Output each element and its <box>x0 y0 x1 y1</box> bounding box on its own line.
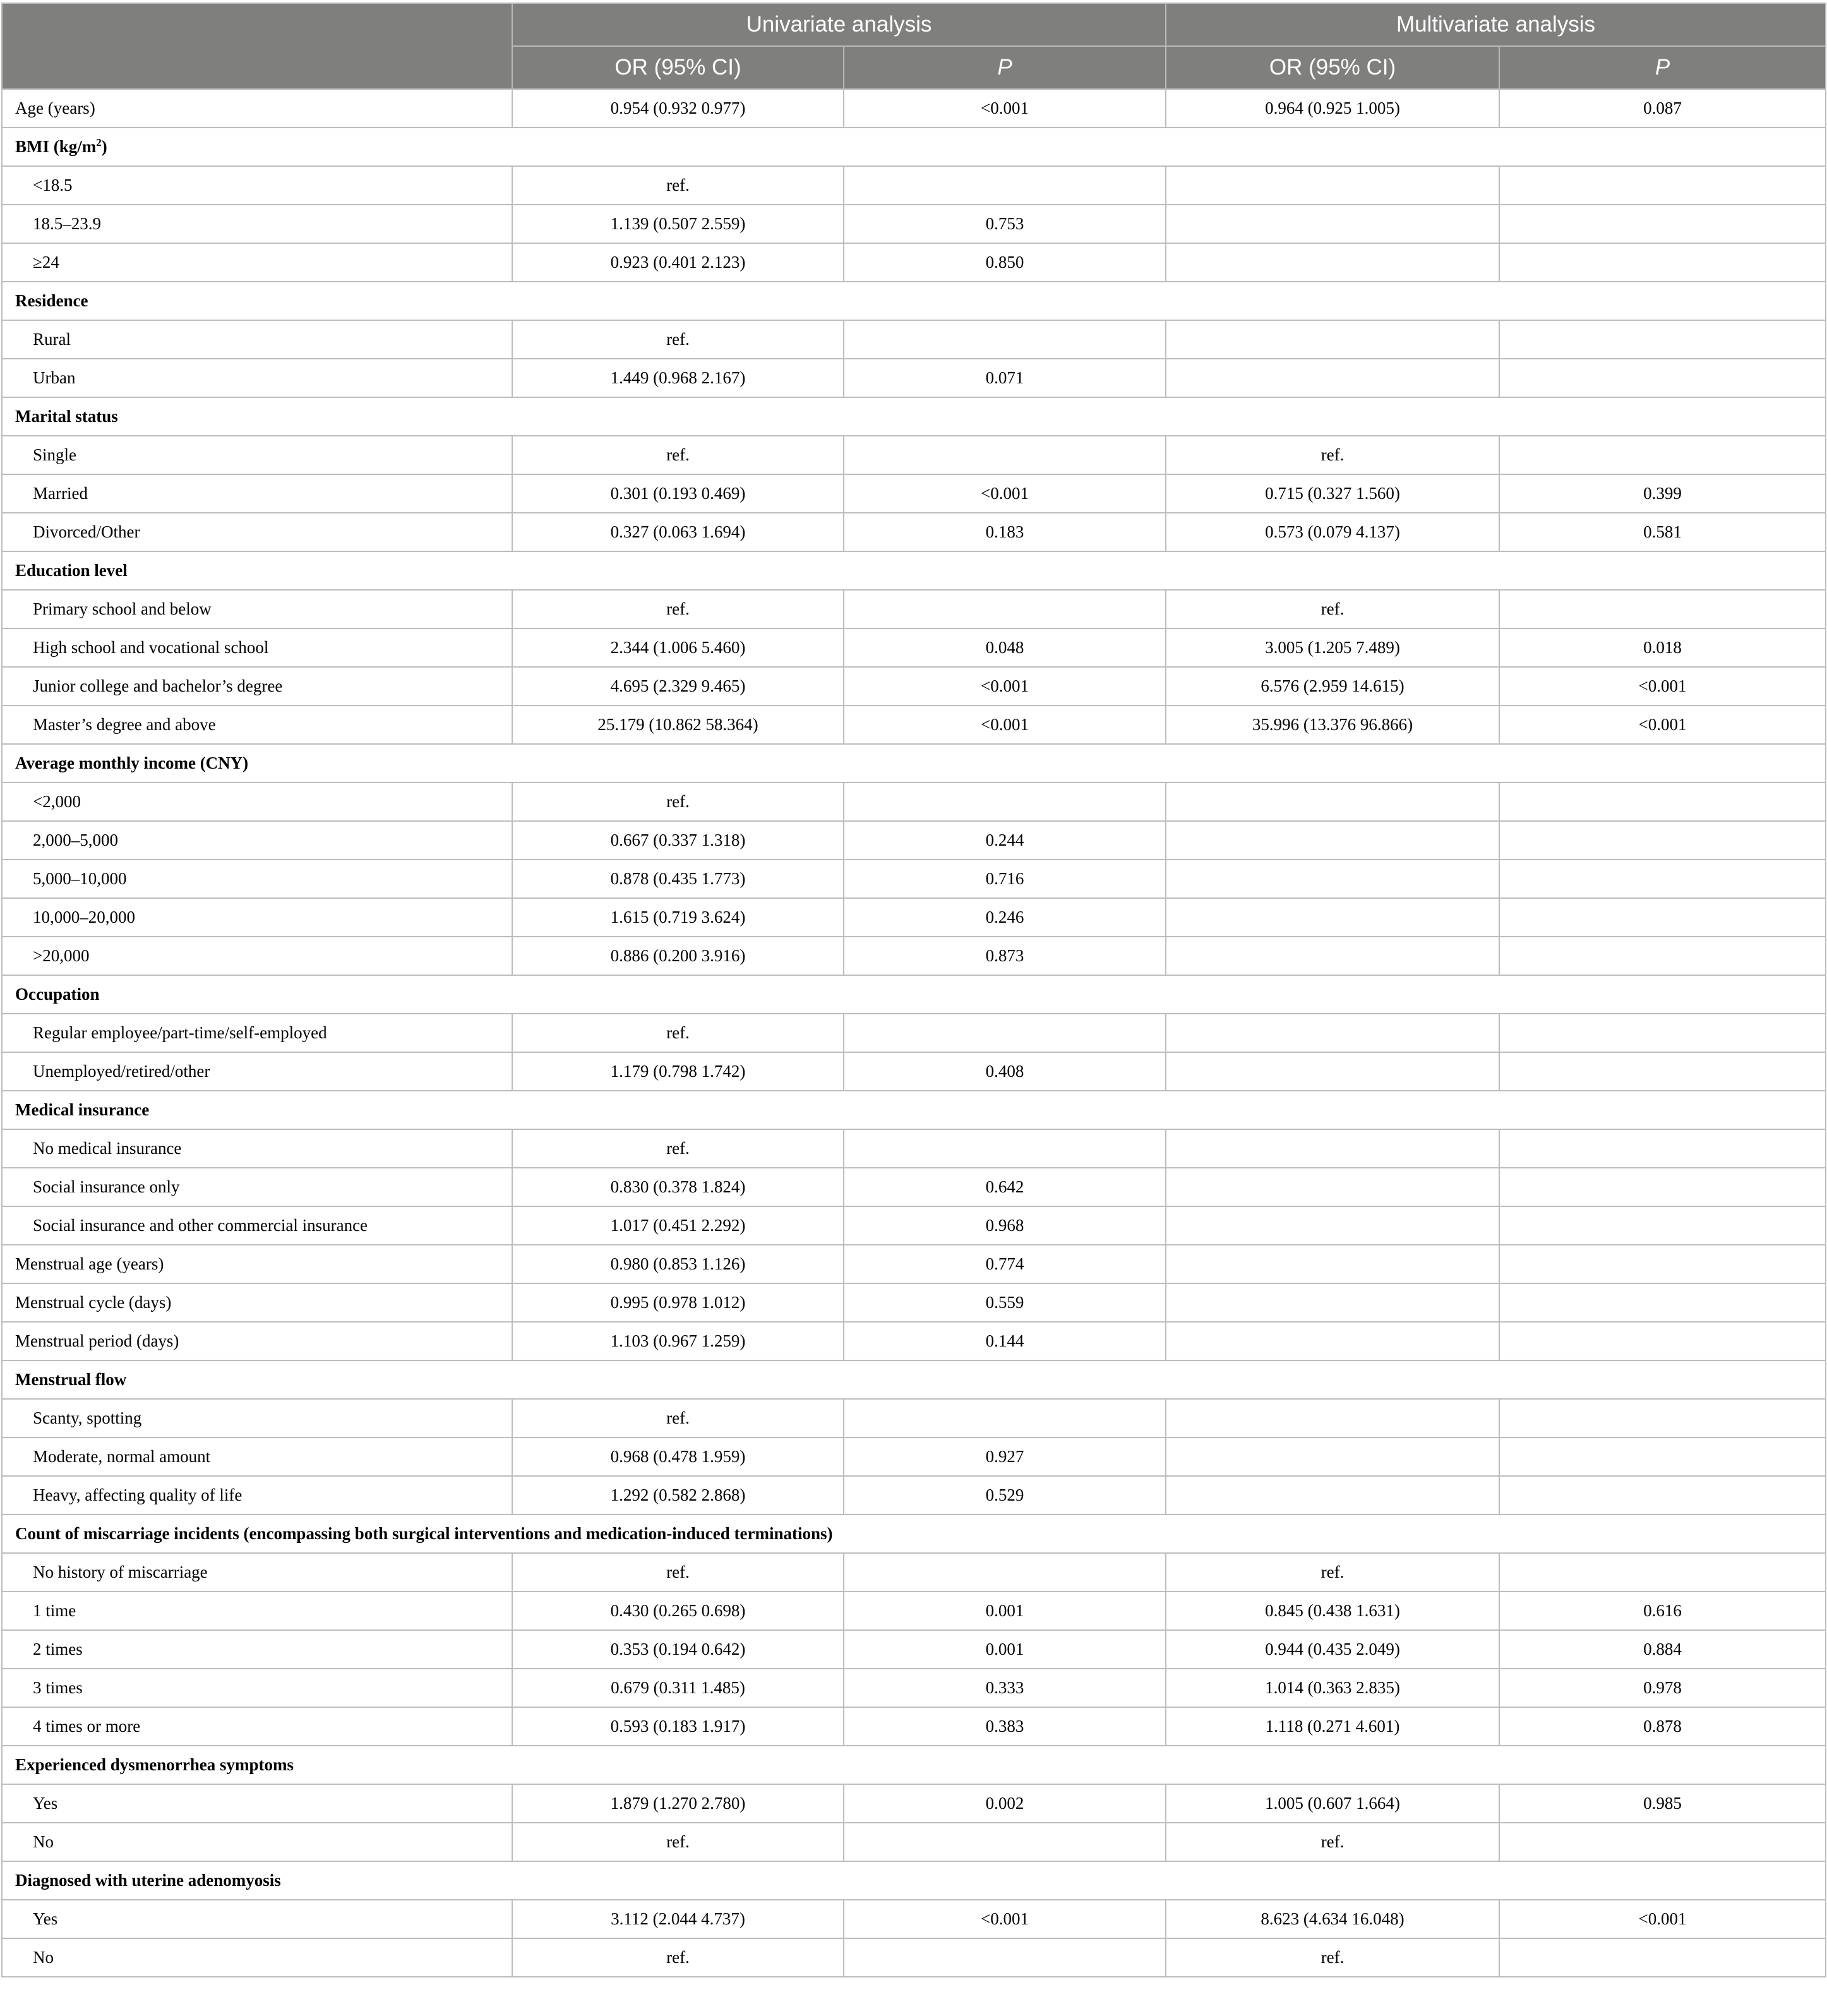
multivariate-p-cell <box>1499 1399 1826 1437</box>
univariate-or-cell: 4.695 (2.329 9.465) <box>512 667 844 705</box>
univariate-p-cell: <0.001 <box>844 1900 1166 1938</box>
multivariate-or-cell <box>1166 205 1499 243</box>
variable-label: <18.5 <box>2 166 512 205</box>
multivariate-p-cell <box>1499 937 1826 975</box>
table-row <box>2 937 1826 975</box>
multivariate-p-cell: 0.985 <box>1499 1784 1826 1823</box>
table-row <box>2 705 1826 744</box>
variable-label: 2,000–5,000 <box>2 821 512 860</box>
group-label <box>2 397 1826 436</box>
table-row <box>2 205 1826 243</box>
univariate-p-cell: 0.716 <box>844 860 1166 898</box>
multivariate-p-cell <box>1499 320 1826 359</box>
univariate-or-cell: 1.017 (0.451 2.292) <box>512 1206 844 1245</box>
univariate-or-cell: 1.103 (0.967 1.259) <box>512 1322 844 1360</box>
table-row <box>2 1707 1826 1746</box>
variable-label: 4 times or more <box>2 1707 512 1746</box>
multivariate-or-cell: 0.715 (0.327 1.560) <box>1166 474 1499 513</box>
header-multivariate: Multivariate analysis <box>1166 3 1826 46</box>
univariate-or-cell: 1.292 (0.582 2.868) <box>512 1476 844 1515</box>
multivariate-p-cell: 0.884 <box>1499 1630 1826 1669</box>
variable-label: ≥24 <box>2 243 512 282</box>
multivariate-or-cell <box>1166 1206 1499 1245</box>
univariate-or-cell: ref. <box>512 1399 844 1437</box>
variable-label: Scanty, spotting <box>2 1399 512 1437</box>
multivariate-p-cell <box>1499 898 1826 937</box>
univariate-p-cell: 0.333 <box>844 1669 1166 1707</box>
univariate-or-cell: 25.179 (10.862 58.364) <box>512 705 844 744</box>
multivariate-p-cell: <0.001 <box>1499 705 1826 744</box>
group-label <box>2 1861 1826 1900</box>
multivariate-or-cell: 1.118 (0.271 4.601) <box>1166 1707 1499 1746</box>
group-label <box>2 1091 1826 1129</box>
table-row <box>2 1283 1826 1322</box>
table-header <box>2 3 1826 89</box>
header-univariate: Univariate analysis <box>512 3 1166 46</box>
univariate-p-cell: 0.850 <box>844 243 1166 282</box>
variable-label: Primary school and below <box>2 590 512 628</box>
table-row <box>2 1630 1826 1669</box>
univariate-p-cell: 0.383 <box>844 1707 1166 1746</box>
group-label <box>2 1515 1826 1553</box>
header-multivariate-or: OR (95% CI) <box>1166 46 1499 89</box>
univariate-p-cell: 0.774 <box>844 1245 1166 1283</box>
variable-label: Divorced/Other <box>2 513 512 551</box>
variable-label: 3 times <box>2 1669 512 1707</box>
multivariate-or-cell <box>1166 783 1499 821</box>
multivariate-p-cell <box>1499 821 1826 860</box>
multivariate-p-cell: 0.581 <box>1499 513 1826 551</box>
multivariate-or-cell <box>1166 1399 1499 1437</box>
univariate-or-cell: ref. <box>512 1938 844 1977</box>
variable-label: No history of miscarriage <box>2 1553 512 1592</box>
multivariate-or-cell: 1.014 (0.363 2.835) <box>1166 1669 1499 1707</box>
multivariate-p-cell <box>1499 1129 1826 1168</box>
univariate-or-cell: ref. <box>512 1014 844 1052</box>
multivariate-or-cell <box>1166 1052 1499 1091</box>
univariate-p-cell <box>844 1399 1166 1437</box>
univariate-or-cell: 0.968 (0.478 1.959) <box>512 1437 844 1476</box>
multivariate-or-cell <box>1166 898 1499 937</box>
variable-label: 5,000–10,000 <box>2 860 512 898</box>
univariate-or-cell: 0.995 (0.978 1.012) <box>512 1283 844 1322</box>
univariate-or-cell: 1.615 (0.719 3.624) <box>512 898 844 937</box>
variable-label: Menstrual age (years) <box>2 1245 512 1283</box>
group-label <box>2 551 1826 590</box>
multivariate-or-cell: ref. <box>1166 1823 1499 1861</box>
multivariate-or-cell <box>1166 821 1499 860</box>
multivariate-or-cell: ref. <box>1166 590 1499 628</box>
univariate-or-cell: 0.430 (0.265 0.698) <box>512 1592 844 1630</box>
univariate-or-cell: 1.449 (0.968 2.167) <box>512 359 844 397</box>
univariate-or-cell: ref. <box>512 166 844 205</box>
univariate-or-cell: ref. <box>512 1129 844 1168</box>
multivariate-or-cell: ref. <box>1166 436 1499 474</box>
table-row <box>2 783 1826 821</box>
univariate-p-cell: 0.002 <box>844 1784 1166 1823</box>
multivariate-p-cell <box>1499 1322 1826 1360</box>
table-row <box>2 1245 1826 1283</box>
multivariate-p-cell <box>1499 1823 1826 1861</box>
variable-label: 2 times <box>2 1630 512 1669</box>
univariate-p-cell: <0.001 <box>844 667 1166 705</box>
univariate-p-cell <box>844 1129 1166 1168</box>
group-label-text: Menstrual flow <box>15 1370 127 1389</box>
multivariate-or-cell <box>1166 1014 1499 1052</box>
multivariate-p-cell <box>1499 590 1826 628</box>
table-row <box>2 89 1826 128</box>
multivariate-p-cell: 0.018 <box>1499 628 1826 667</box>
variable-label: Married <box>2 474 512 513</box>
univariate-p-cell: 0.246 <box>844 898 1166 937</box>
variable-label: 18.5–23.9 <box>2 205 512 243</box>
group-label-text: Marital status <box>15 407 118 426</box>
variable-label: 1 time <box>2 1592 512 1630</box>
variable-label: Single <box>2 436 512 474</box>
multivariate-or-cell: 35.996 (13.376 96.866) <box>1166 705 1499 744</box>
table-row <box>2 1014 1826 1052</box>
variable-label: Urban <box>2 359 512 397</box>
multivariate-p-cell <box>1499 1014 1826 1052</box>
univariate-or-cell: 0.980 (0.853 1.126) <box>512 1245 844 1283</box>
table-row <box>2 320 1826 359</box>
table-row <box>2 1784 1826 1823</box>
multivariate-or-cell <box>1166 860 1499 898</box>
group-label-text: Experienced dysmenorrhea symptoms <box>15 1755 294 1774</box>
multivariate-or-cell <box>1166 1129 1499 1168</box>
univariate-p-cell: <0.001 <box>844 89 1166 128</box>
table-group-row <box>2 1746 1826 1784</box>
variable-label: No <box>2 1823 512 1861</box>
univariate-or-cell: 0.301 (0.193 0.469) <box>512 474 844 513</box>
variable-label: High school and vocational school <box>2 628 512 667</box>
group-label <box>2 1360 1826 1399</box>
univariate-or-cell: 3.112 (2.044 4.737) <box>512 1900 844 1938</box>
multivariate-or-cell: 1.005 (0.607 1.664) <box>1166 1784 1499 1823</box>
univariate-p-cell: 0.001 <box>844 1630 1166 1669</box>
group-label-text: BMI (kg/m <box>15 137 97 156</box>
univariate-or-cell: 0.353 (0.194 0.642) <box>512 1630 844 1669</box>
table-row <box>2 1129 1826 1168</box>
variable-label: Master’s degree and above <box>2 705 512 744</box>
multivariate-or-cell: 6.576 (2.959 14.615) <box>1166 667 1499 705</box>
multivariate-p-cell <box>1499 1553 1826 1592</box>
table-group-row <box>2 744 1826 783</box>
group-label-text: Average monthly income (CNY) <box>15 753 249 772</box>
univariate-or-cell: 1.879 (1.270 2.780) <box>512 1784 844 1823</box>
table-row <box>2 1206 1826 1245</box>
table-group-row <box>2 1861 1826 1900</box>
univariate-or-cell: 0.954 (0.932 0.977) <box>512 89 844 128</box>
variable-label: No medical insurance <box>2 1129 512 1168</box>
variable-label: Rural <box>2 320 512 359</box>
header-univariate-or: OR (95% CI) <box>512 46 844 89</box>
univariate-p-cell <box>844 783 1166 821</box>
univariate-or-cell: 0.593 (0.183 1.917) <box>512 1707 844 1746</box>
variable-label: No <box>2 1938 512 1977</box>
variable-label: Heavy, affecting quality of life <box>2 1476 512 1515</box>
variable-label: >20,000 <box>2 937 512 975</box>
group-label-text: Residence <box>15 291 88 310</box>
univariate-p-cell: 0.529 <box>844 1476 1166 1515</box>
header-multivariate-p: P <box>1499 46 1826 89</box>
variable-label: Menstrual period (days) <box>2 1322 512 1360</box>
variable-label: Yes <box>2 1784 512 1823</box>
univariate-p-cell <box>844 1014 1166 1052</box>
table-group-row <box>2 282 1826 320</box>
multivariate-p-cell <box>1499 1283 1826 1322</box>
univariate-or-cell: 0.667 (0.337 1.318) <box>512 821 844 860</box>
group-label <box>2 128 1826 166</box>
univariate-or-cell: 0.886 (0.200 3.916) <box>512 937 844 975</box>
group-label-superscript: 2 <box>96 136 102 148</box>
univariate-p-cell: 0.927 <box>844 1437 1166 1476</box>
univariate-p-cell <box>844 436 1166 474</box>
multivariate-p-cell: 0.399 <box>1499 474 1826 513</box>
table-group-row <box>2 1360 1826 1399</box>
multivariate-p-cell: 0.087 <box>1499 89 1826 128</box>
table-group-row <box>2 397 1826 436</box>
univariate-p-cell <box>844 590 1166 628</box>
univariate-p-cell <box>844 1938 1166 1977</box>
variable-label: Age (years) <box>2 89 512 128</box>
table-row <box>2 359 1826 397</box>
multivariate-or-cell <box>1166 1437 1499 1476</box>
variable-label: Menstrual cycle (days) <box>2 1283 512 1322</box>
univariate-or-cell: 2.344 (1.006 5.460) <box>512 628 844 667</box>
multivariate-or-cell <box>1166 1322 1499 1360</box>
multivariate-or-cell: 0.964 (0.925 1.005) <box>1166 89 1499 128</box>
table-row <box>2 243 1826 282</box>
table-group-row <box>2 128 1826 166</box>
univariate-p-cell <box>844 166 1166 205</box>
table-row <box>2 590 1826 628</box>
multivariate-p-cell <box>1499 1938 1826 1977</box>
multivariate-p-cell: 0.616 <box>1499 1592 1826 1630</box>
table-body <box>2 89 1826 1977</box>
variable-label: Unemployed/retired/other <box>2 1052 512 1091</box>
multivariate-p-cell <box>1499 436 1826 474</box>
group-label-text: Education level <box>15 561 128 580</box>
multivariate-p-cell <box>1499 1437 1826 1476</box>
multivariate-p-cell <box>1499 205 1826 243</box>
table-row <box>2 1476 1826 1515</box>
multivariate-p-cell <box>1499 1245 1826 1283</box>
univariate-p-cell: 0.048 <box>844 628 1166 667</box>
table-row <box>2 860 1826 898</box>
group-label <box>2 282 1826 320</box>
table-row <box>2 667 1826 705</box>
univariate-p-cell: 0.642 <box>844 1168 1166 1206</box>
multivariate-or-cell <box>1166 166 1499 205</box>
regression-table <box>1 3 1826 1977</box>
multivariate-or-cell: 8.623 (4.634 16.048) <box>1166 1900 1499 1938</box>
univariate-p-cell <box>844 1553 1166 1592</box>
table-row <box>2 1437 1826 1476</box>
univariate-p-cell: 0.244 <box>844 821 1166 860</box>
multivariate-p-cell: 0.978 <box>1499 1669 1826 1707</box>
multivariate-or-cell <box>1166 1476 1499 1515</box>
multivariate-or-cell: 0.845 (0.438 1.631) <box>1166 1592 1499 1630</box>
group-label-text: Count of miscarriage incidents (encompassing both surgical interventions and medication-induced terminations) <box>15 1524 833 1543</box>
table-row <box>2 166 1826 205</box>
group-label-suffix: ) <box>101 137 107 156</box>
table-row <box>2 1823 1826 1861</box>
group-label <box>2 744 1826 783</box>
multivariate-p-cell <box>1499 166 1826 205</box>
group-label <box>2 975 1826 1014</box>
table-row <box>2 474 1826 513</box>
multivariate-or-cell <box>1166 1168 1499 1206</box>
multivariate-p-cell <box>1499 1052 1826 1091</box>
multivariate-p-cell <box>1499 243 1826 282</box>
univariate-p-cell: <0.001 <box>844 474 1166 513</box>
table-row <box>2 1669 1826 1707</box>
multivariate-or-cell: ref. <box>1166 1553 1499 1592</box>
univariate-or-cell: 0.830 (0.378 1.824) <box>512 1168 844 1206</box>
univariate-or-cell: ref. <box>512 1553 844 1592</box>
univariate-or-cell: 0.878 (0.435 1.773) <box>512 860 844 898</box>
table-row <box>2 1553 1826 1592</box>
univariate-or-cell: ref. <box>512 436 844 474</box>
univariate-p-cell: <0.001 <box>844 705 1166 744</box>
group-label <box>2 1746 1826 1784</box>
table-row <box>2 513 1826 551</box>
table-row <box>2 1592 1826 1630</box>
univariate-p-cell: 0.968 <box>844 1206 1166 1245</box>
table-row <box>2 898 1826 937</box>
multivariate-or-cell: 0.573 (0.079 4.137) <box>1166 513 1499 551</box>
multivariate-or-cell: 3.005 (1.205 7.489) <box>1166 628 1499 667</box>
multivariate-p-cell <box>1499 1168 1826 1206</box>
univariate-or-cell: 0.679 (0.311 1.485) <box>512 1669 844 1707</box>
multivariate-or-cell <box>1166 1283 1499 1322</box>
variable-label: Social insurance and other commercial insurance <box>2 1206 512 1245</box>
table-row <box>2 1938 1826 1977</box>
multivariate-or-cell: ref. <box>1166 1938 1499 1977</box>
multivariate-p-cell: <0.001 <box>1499 667 1826 705</box>
univariate-p-cell <box>844 1823 1166 1861</box>
univariate-or-cell: 1.179 (0.798 1.742) <box>512 1052 844 1091</box>
table-row <box>2 1399 1826 1437</box>
univariate-or-cell: ref. <box>512 783 844 821</box>
multivariate-or-cell <box>1166 320 1499 359</box>
variable-label: 10,000–20,000 <box>2 898 512 937</box>
univariate-or-cell: ref. <box>512 590 844 628</box>
univariate-p-cell: 0.753 <box>844 205 1166 243</box>
variable-label: Social insurance only <box>2 1168 512 1206</box>
multivariate-p-cell <box>1499 1206 1826 1245</box>
multivariate-p-cell <box>1499 1476 1826 1515</box>
table-row <box>2 1322 1826 1360</box>
group-label-text: Medical insurance <box>15 1100 150 1119</box>
multivariate-or-cell <box>1166 1245 1499 1283</box>
multivariate-p-cell <box>1499 783 1826 821</box>
table-row <box>2 821 1826 860</box>
multivariate-p-cell <box>1499 860 1826 898</box>
univariate-p-cell: 0.408 <box>844 1052 1166 1091</box>
table-group-row <box>2 1515 1826 1553</box>
header-univariate-p: P <box>844 46 1166 89</box>
variable-label: Regular employee/part-time/self-employed <box>2 1014 512 1052</box>
univariate-p-cell: 0.873 <box>844 937 1166 975</box>
multivariate-p-cell <box>1499 359 1826 397</box>
variable-label: Junior college and bachelor’s degree <box>2 667 512 705</box>
group-label-text: Diagnosed with uterine adenomyosis <box>15 1871 281 1890</box>
table-row <box>2 436 1826 474</box>
table-group-row <box>2 975 1826 1014</box>
multivariate-p-cell: <0.001 <box>1499 1900 1826 1938</box>
multivariate-or-cell: 0.944 (0.435 2.049) <box>1166 1630 1499 1669</box>
univariate-or-cell: 1.139 (0.507 2.559) <box>512 205 844 243</box>
table-row <box>2 1052 1826 1091</box>
table-group-row <box>2 551 1826 590</box>
regression-table-container <box>1 3 1825 1977</box>
univariate-or-cell: ref. <box>512 320 844 359</box>
table-row <box>2 1900 1826 1938</box>
table-row <box>2 628 1826 667</box>
table-row <box>2 1168 1826 1206</box>
group-label-text: Occupation <box>15 985 100 1004</box>
univariate-or-cell: 0.327 (0.063 1.694) <box>512 513 844 551</box>
variable-label: <2,000 <box>2 783 512 821</box>
univariate-p-cell: 0.183 <box>844 513 1166 551</box>
multivariate-or-cell <box>1166 243 1499 282</box>
univariate-p-cell: 0.071 <box>844 359 1166 397</box>
multivariate-or-cell <box>1166 937 1499 975</box>
univariate-or-cell: 0.923 (0.401 2.123) <box>512 243 844 282</box>
univariate-p-cell: 0.144 <box>844 1322 1166 1360</box>
header-row-top <box>2 3 1826 46</box>
variable-label: Moderate, normal amount <box>2 1437 512 1476</box>
univariate-p-cell <box>844 320 1166 359</box>
multivariate-p-cell: 0.878 <box>1499 1707 1826 1746</box>
multivariate-or-cell <box>1166 359 1499 397</box>
univariate-p-cell: 0.001 <box>844 1592 1166 1630</box>
univariate-or-cell: ref. <box>512 1823 844 1861</box>
table-group-row <box>2 1091 1826 1129</box>
univariate-p-cell: 0.559 <box>844 1283 1166 1322</box>
header-variable-blank <box>2 3 512 89</box>
variable-label: Yes <box>2 1900 512 1938</box>
